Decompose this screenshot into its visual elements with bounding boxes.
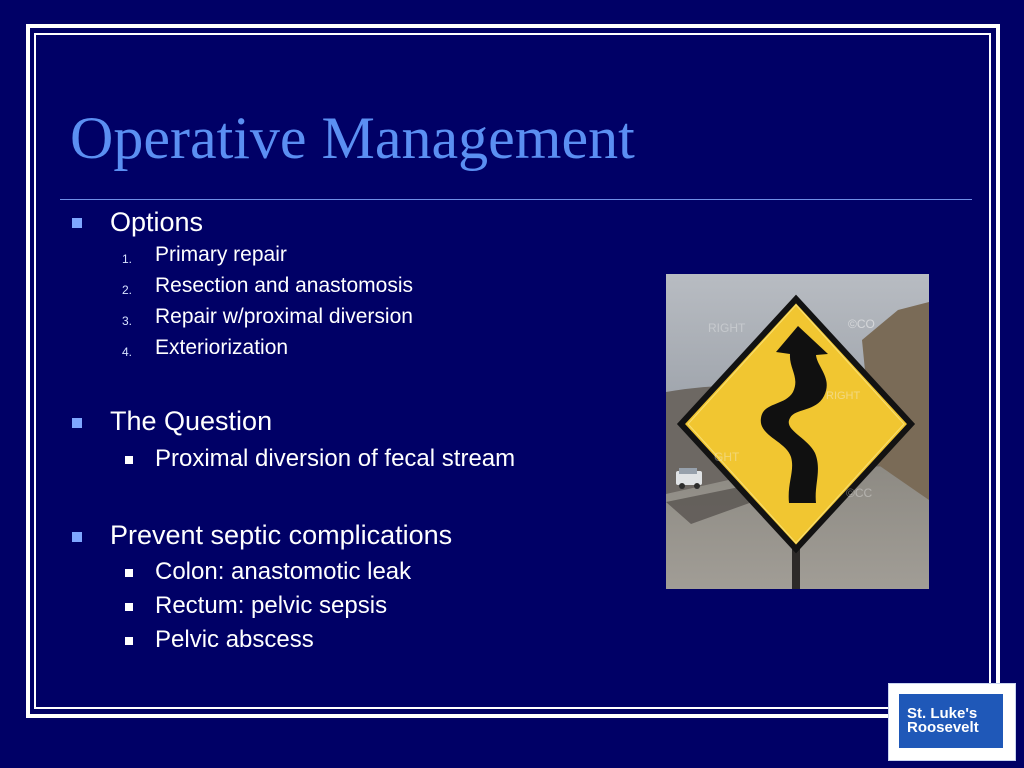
svg-text:GHT: GHT xyxy=(714,450,740,464)
option-number-4: 4. xyxy=(122,345,133,359)
section-prevent-label: Prevent septic complications xyxy=(110,520,453,550)
sub-bullet-square-icon xyxy=(125,637,133,645)
option-number-2: 2. xyxy=(122,283,133,297)
sub-bullet-square-icon xyxy=(125,456,133,464)
option-item-2: Resection and anastomosis xyxy=(155,274,413,297)
svg-text:©CO: ©CO xyxy=(848,317,875,331)
prevent-item-2: Rectum: pelvic sepsis xyxy=(155,592,388,619)
option-number-1: 1. xyxy=(122,252,133,266)
section-options-label: Options xyxy=(110,207,204,237)
option-number-3: 3. xyxy=(122,314,133,328)
section-question-label: The Question xyxy=(110,406,273,436)
st-lukes-roosevelt-logo xyxy=(888,683,1016,761)
logo-line-2: Roosevelt xyxy=(907,719,979,737)
option-item-1: Primary repair xyxy=(155,243,287,266)
prevent-item-1: Colon: anastomotic leak xyxy=(155,558,412,585)
option-item-4: Exteriorization xyxy=(155,336,289,359)
svg-text:©CC: ©CC xyxy=(846,486,873,500)
prevent-item-3: Pelvic abscess xyxy=(155,626,314,653)
bullet-square-icon xyxy=(72,532,82,542)
sub-bullet-square-icon xyxy=(125,569,133,577)
logo-text xyxy=(907,707,979,736)
question-item-1: Proximal diversion of fecal stream xyxy=(155,445,516,472)
bullet-square-icon xyxy=(72,418,82,428)
logo-line-1: St. Luke's xyxy=(907,705,978,722)
sub-bullet-square-icon xyxy=(125,603,133,611)
svg-text:RIGHT: RIGHT xyxy=(708,321,746,335)
slide-title: Operative Management xyxy=(70,105,635,171)
svg-text:RIGHT: RIGHT xyxy=(826,390,861,402)
option-item-3: Repair w/proximal diversion xyxy=(155,305,413,328)
winding-road-sign-image xyxy=(666,274,929,589)
bullet-square-icon xyxy=(72,218,82,228)
